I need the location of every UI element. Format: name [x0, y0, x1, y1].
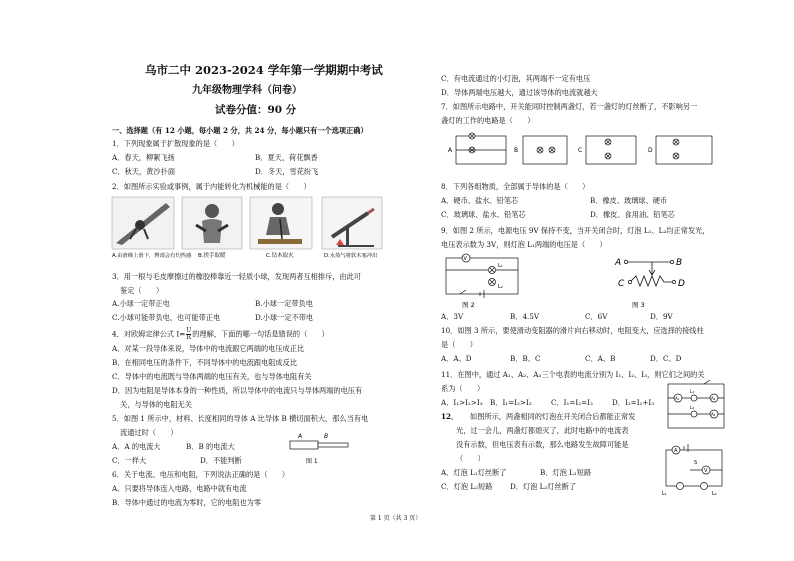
- circuit-c-label: C: [578, 147, 583, 154]
- q7-text-2: 盏灯的工作的电路是（ ）: [441, 116, 535, 125]
- q8-option-c: C．玻璃球、盐水、铅笔芯: [441, 210, 526, 219]
- circuit-d-label: D: [648, 147, 653, 154]
- q2-caption-d: D.水蒸气将软木塞冲出: [324, 253, 378, 259]
- q1-option-a: A．春天，柳絮飞扬: [112, 153, 175, 162]
- q12-a-label: A: [674, 448, 678, 454]
- q9-option-d: D．9V: [650, 312, 673, 321]
- drill-picture: [250, 197, 312, 249]
- figure-3: [612, 252, 702, 310]
- q11-a3-label: A₃: [711, 412, 716, 417]
- q10-option-b: B．B、C: [510, 354, 541, 363]
- q12-option-d: D．灯泡 L₂灯丝断了: [510, 482, 577, 491]
- circuit-a-label: A: [448, 147, 453, 154]
- q2-caption-c: C.钻木取火: [266, 253, 294, 259]
- figure-1: [284, 430, 354, 466]
- q11-option-d: D．I₁=I₂+I₃: [612, 398, 655, 407]
- section-heading: 一、选择题（有 12 小题，每小题 2 分，共 24 分，每小题只有一个选项正确）: [112, 126, 368, 135]
- q12-circuit: [660, 442, 730, 498]
- circuit-a: [456, 133, 506, 164]
- q12-text-3: 没有示数，但电压表有示数，那么电路发生故障可能是: [456, 440, 629, 449]
- q4-suffix: 的理解，下面的哪一句话是错误的（ ）: [192, 329, 329, 339]
- q12-s-label: S: [694, 460, 698, 466]
- q12-option-b: B．灯泡 L₁短路: [540, 468, 592, 477]
- q7-circuits: [448, 128, 718, 178]
- q7-text-1: 7．如图所示电路中，开关能同时控制两盏灯，若一盏灯的灯丝断了，不影响另一: [441, 102, 698, 111]
- q1-option-c: C．秋天，黄沙扑面: [112, 167, 176, 176]
- q5-text-1: 5．如图 1 所示中，材料、长度相同的导体 A 比导体 B 横切面积大，那么当有电: [112, 414, 369, 423]
- q6-option-c: C．有电流通过的小灯泡，其两端不一定有电压: [441, 74, 591, 83]
- q5-option-b: B．B 的电流大: [186, 442, 235, 451]
- q6-option-b: B．导体中通过的电流为零时，它的电阻也为零: [112, 498, 262, 507]
- q11-option-a: A．I₁>I₂>I₃: [441, 398, 483, 407]
- q12-l1-label: L₁: [662, 491, 667, 497]
- q12-l2-label: L₂: [712, 491, 717, 497]
- q4-option-b: B．在相同电压的条件下，不同导体中的电流跟电阻成反比: [112, 358, 297, 367]
- q12-text-4: （ ）: [456, 454, 485, 463]
- q2-caption-a: A.由滑梯上滑下，臀部会有灼热感: [112, 253, 192, 259]
- q8-option-d: D．橡皮、食用油、铅笔芯: [590, 210, 675, 219]
- q12-number: 12．: [441, 412, 459, 421]
- q11-circuit: [662, 378, 730, 434]
- q6-option-a: A．只要将导体连入电路，电路中就有电流: [112, 484, 247, 493]
- circuit-b-label: B: [514, 147, 519, 154]
- q10-text-1: 10．如图 3 所示，要使滑动变阻器的滑片向右移动时，电阻变大，应选择的接线柱: [441, 326, 704, 335]
- circuit-c: [586, 136, 636, 164]
- q2-illustration: [110, 195, 384, 267]
- q3-text-1: 3．用一根与毛皮摩擦过的橡胶棒靠近一轻质小球，发现两者互相排斥，由此可: [112, 272, 361, 281]
- q4-option-a: A．对某一段导体来说，导体中的电流跟它两端的电压成正比: [112, 344, 305, 353]
- fig1-caption: 图 1: [306, 458, 318, 465]
- page-title: 乌市二中 2023-2024 学年第一学期期中考试: [145, 63, 383, 77]
- terminal-b-label: B: [676, 258, 683, 268]
- q12-text-1: 如图所示，两盏相同的灯泡在开关闭合后都能正常发: [470, 412, 636, 421]
- hands-picture: [182, 197, 242, 249]
- q12-option-c: C．灯泡 L₂短路: [441, 482, 493, 491]
- conductor-a: [290, 441, 318, 449]
- q12-option-a: A．灯泡 L₁灯丝断了: [441, 468, 507, 477]
- slide-picture: [112, 197, 174, 249]
- fig2-l1-label: L₁: [498, 263, 503, 269]
- q11-l2-label: L₂: [690, 406, 695, 411]
- q8-option-a: A．硬币、盐水、铅笔芯: [441, 196, 519, 205]
- q10-option-a: A．A、D: [441, 354, 472, 363]
- steam-picture: [322, 197, 382, 249]
- q8-text: 8．下列各组物质，全部属于导体的是（ ）: [441, 182, 590, 191]
- conductor-b: [318, 443, 348, 447]
- q9-option-c: C．6V: [585, 312, 608, 321]
- q3-option-d: D.小球一定不带电: [255, 313, 314, 322]
- fraction-numerator: U: [186, 327, 192, 334]
- q6-text: 6．关于电流、电压和电阻，下列说法正确的是（ ）: [112, 470, 290, 479]
- q3-option-b: B.小球一定带负电: [255, 299, 313, 308]
- fraction-denominator: R: [186, 334, 192, 341]
- q6-option-d: D．导体两端电压越大，通过该导体的电流就越大: [441, 88, 598, 97]
- score-line: 试卷分值：90 分: [215, 104, 297, 116]
- q11-l1-label: L₁: [690, 390, 695, 395]
- q4-option-d-1: D．因为电阻是导体本身的一种性质，所以导体中的电流只与导体两端的电压有: [112, 386, 363, 395]
- q3-text-2: 鉴定（ ）: [120, 286, 164, 295]
- q5-option-a: A．A 的电流大: [112, 442, 161, 451]
- lamp-l1-icon: [677, 483, 684, 490]
- q11-text-2: 系为（ ）: [441, 384, 485, 393]
- q1-option-d: D．冬天，雪花纷飞: [255, 167, 319, 176]
- fig2-l2-label: L₂: [498, 284, 503, 290]
- q5-option-d: D．不能判断: [200, 456, 242, 465]
- circuit-d: [656, 136, 712, 164]
- fig1-label-a: A: [298, 433, 303, 440]
- terminal-d-label: D: [678, 279, 685, 289]
- q9-text-1: 9．如图 2 所示，电源电压 9V 保持不变，当开关闭合时，灯泡 L₁、L₂均正常发光，: [441, 226, 710, 235]
- fig2-v-label: V: [463, 256, 467, 262]
- q3-option-c: C.小球可能带负电，也可能带正电: [112, 313, 221, 322]
- q11-text-1: 11．在图中，通过 A₁、A₂、A₃三个电表的电流分别为 I₁、I₂、I₃，则它们之间的关: [441, 370, 705, 379]
- q4-option-d-2: 关，与导体的电阻无关: [120, 400, 192, 409]
- q4-option-c: C．导体中的电流既与导体两端的电压有关，也与导体电阻有关: [112, 372, 312, 381]
- q11-option-c: C．I₁=I₂=I₃: [551, 398, 593, 407]
- q4-prefix: 4．对欧姆定律公式 I=: [112, 329, 186, 339]
- figure-2: [440, 252, 530, 310]
- q11-a2-label: A₂: [711, 396, 716, 401]
- terminal-a-label: A: [615, 258, 622, 268]
- fig1-label-b: B: [324, 433, 329, 440]
- q9-option-a: A．3V: [441, 312, 464, 321]
- q12-v-label: V: [704, 468, 708, 474]
- ohm-fraction: [186, 328, 191, 341]
- q8-option-b: B．橡皮、玻璃球、硬币: [590, 196, 668, 205]
- q10-option-d: D．C、D: [650, 354, 682, 363]
- q5-text-2: 流通过时（ ）: [120, 428, 178, 437]
- fig2-caption: 图 2: [462, 301, 475, 309]
- q3-option-a: A.小球一定带正电: [112, 299, 170, 308]
- q11-a1-label: A₁: [675, 396, 680, 401]
- page-subtitle: 九年级物理学科（问卷）: [192, 85, 302, 96]
- q1-option-b: B．夏天，荷花飘香: [255, 153, 318, 162]
- lamp-l2-icon: [701, 483, 708, 490]
- q1-text: 1．下列现象属于扩散现象的是（ ）: [112, 139, 239, 148]
- q9-text-2: 电压表示数为 3V，则灯泡 L₁两端的电压是（ ）: [441, 240, 607, 249]
- circuit-b: [523, 136, 567, 164]
- q5-option-c: C．一样大: [112, 456, 147, 465]
- page-footer: 第 1 页（共 3 页）: [370, 515, 422, 522]
- q10-text-2: 是（ ）: [441, 340, 477, 349]
- q10-option-c: C．A、B: [585, 354, 616, 363]
- terminal-c-label: C: [618, 279, 625, 289]
- fig3-caption: 图 3: [632, 301, 645, 309]
- q4-text: [112, 328, 329, 341]
- q12-text-2: 光，过一会儿，两盏灯都熄灭了，此时电路中的电流表: [456, 426, 629, 435]
- q11-option-b: B．I₁=I₂>I₃: [490, 398, 532, 407]
- q2-caption-b: B.搓手取暖: [198, 253, 226, 259]
- q2-text: 2．如图所示实验或事例，属于内能转化为机械能的是（ ）: [112, 182, 311, 191]
- q9-option-b: B．4.5V: [510, 312, 540, 321]
